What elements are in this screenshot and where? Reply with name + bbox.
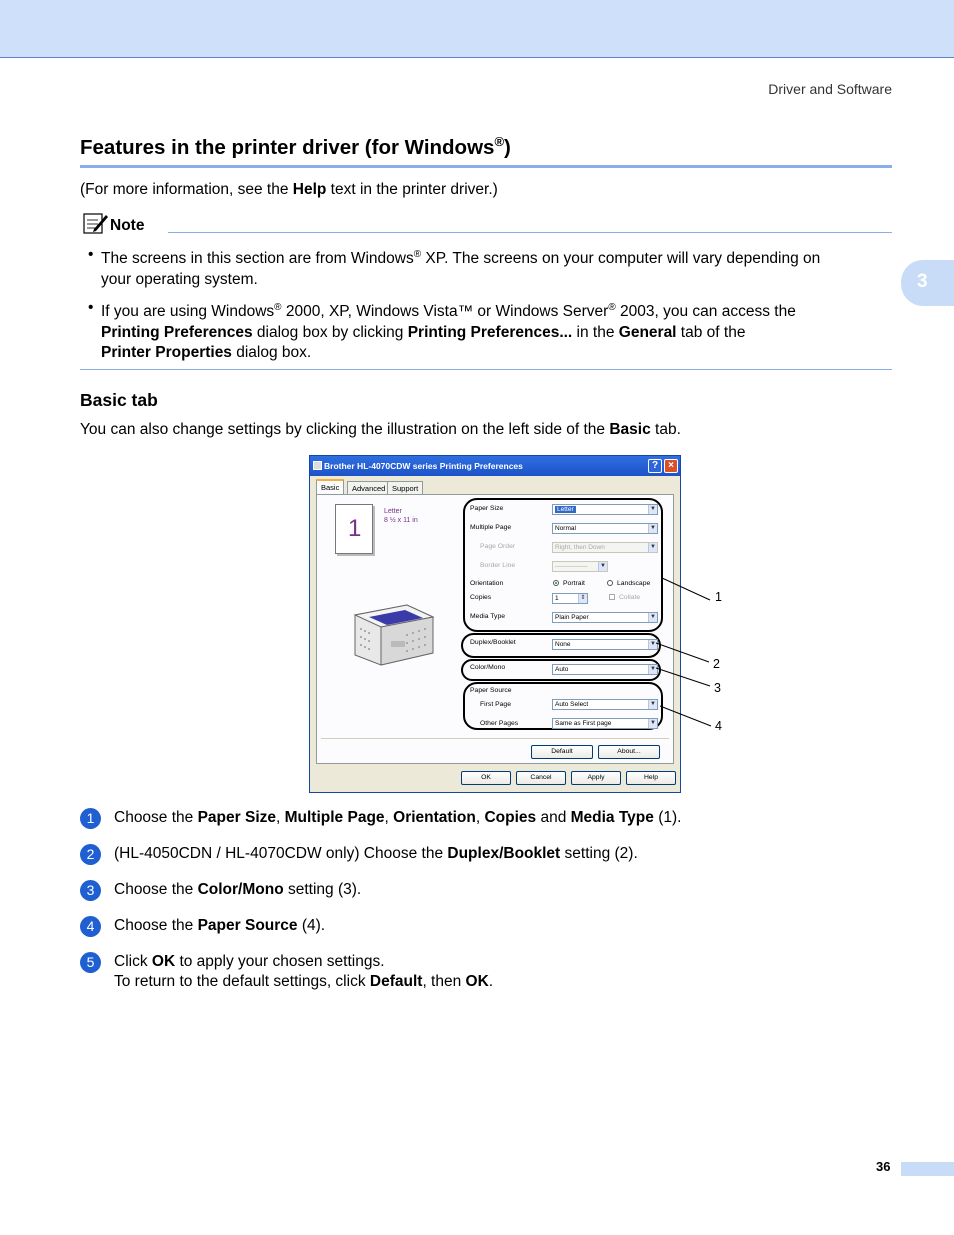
page-tab — [901, 1162, 954, 1176]
preview-paper-info: Letter 8 ½ x 11 in — [384, 508, 418, 524]
callout-4: 4 — [715, 719, 722, 733]
note-end-rule — [80, 369, 892, 370]
chevron-down-icon: ▼ — [648, 505, 657, 514]
chapter-tab — [901, 260, 954, 306]
border-line-select: ————— ▼ — [552, 561, 608, 572]
copies-label: Copies — [470, 594, 492, 601]
step-number: 3 — [80, 880, 101, 901]
dialog-titlebar — [310, 456, 680, 476]
chevron-down-icon: ▼ — [648, 524, 657, 533]
paper-size-select[interactable]: Letter ▼ — [552, 504, 658, 515]
media-type-select[interactable]: Plain Paper ▼ — [552, 612, 658, 623]
preview-digit: 1 — [348, 515, 362, 542]
title-reg: ® — [494, 134, 505, 149]
chevron-down-icon: ▼ — [648, 543, 657, 552]
duplex-label: Duplex/Booklet — [470, 639, 516, 646]
landscape-label: Landscape — [617, 580, 651, 587]
basic-panel — [316, 494, 674, 764]
collate-label: Collate — [619, 594, 641, 601]
title-text: Features in the printer driver (for Windows — [80, 135, 495, 159]
other-pages-label: Other Pages — [480, 720, 519, 727]
page-number: 36 — [876, 1159, 891, 1174]
dialog-title: Brother HL-4070CDW series Printing Preferences — [324, 461, 523, 471]
chapter-number: 3 — [917, 271, 928, 292]
spin-arrows-icon[interactable]: ⇕ — [578, 594, 587, 603]
media-type-label: Media Type — [470, 613, 506, 620]
step-number: 5 — [80, 952, 101, 973]
other-pages-select[interactable]: Same as First page ▼ — [552, 718, 658, 729]
cancel-button[interactable]: Cancel — [516, 771, 566, 785]
tab-support[interactable]: Support — [387, 481, 423, 495]
printer-app-icon — [313, 461, 322, 470]
orientation-label: Orientation — [470, 580, 504, 587]
page-preview[interactable] — [335, 504, 373, 554]
chevron-down-icon: ▼ — [648, 613, 657, 622]
apply-button[interactable]: Apply — [571, 771, 621, 785]
page-order-label: Page Order — [480, 543, 516, 550]
printing-preferences-dialog — [309, 455, 681, 793]
copies-stepper[interactable]: 1 ⇕ — [552, 593, 588, 604]
intro-paragraph: (For more information, see the Help text in the printer driver.) — [80, 181, 498, 198]
note-pencil-icon — [82, 211, 108, 235]
callout-2: 2 — [713, 657, 720, 671]
chevron-down-icon: ▼ — [598, 562, 607, 571]
note-label: Note — [110, 217, 145, 234]
color-mono-select[interactable]: Auto ▼ — [552, 664, 658, 675]
tab-basic[interactable]: Basic — [316, 479, 344, 495]
step-number: 1 — [80, 808, 101, 829]
panel-separator — [321, 738, 669, 739]
paper-size-label: Paper Size — [470, 505, 504, 512]
basic-tab-paragraph: You can also change settings by clicking the illustration on the left side of the Basic tab. — [80, 421, 681, 438]
duplex-select[interactable]: None ▼ — [552, 639, 658, 650]
portrait-label: Portrait — [563, 580, 585, 587]
help-button[interactable]: Help — [626, 771, 676, 785]
chevron-down-icon: ▼ — [648, 700, 657, 709]
page-title — [80, 134, 511, 160]
first-page-label: First Page — [480, 701, 511, 708]
section-heading: Basic tab — [80, 390, 158, 410]
paper-source-label: Paper Source — [470, 687, 512, 694]
landscape-radio[interactable] — [607, 580, 613, 586]
color-mono-label: Color/Mono — [470, 664, 506, 671]
chevron-down-icon: ▼ — [648, 665, 657, 674]
portrait-radio[interactable] — [553, 580, 559, 586]
default-button[interactable]: Default — [531, 745, 593, 759]
callout-1: 1 — [715, 590, 722, 604]
title-close: ) — [504, 135, 511, 159]
note-rule — [168, 232, 892, 233]
help-icon[interactable]: ? — [648, 459, 662, 473]
printer-illustration-icon[interactable] — [347, 595, 437, 669]
border-line-label: Border Line — [480, 562, 516, 569]
title-rule — [80, 165, 892, 168]
header-band — [0, 0, 954, 58]
section-title: Driver and Software — [768, 81, 892, 97]
step-number: 2 — [80, 844, 101, 865]
step-number: 4 — [80, 916, 101, 937]
note-header — [80, 211, 892, 237]
collate-checkbox[interactable] — [609, 594, 615, 600]
ok-button[interactable]: OK — [461, 771, 511, 785]
multiple-page-select[interactable]: Normal ▼ — [552, 523, 658, 534]
tab-advanced[interactable]: Advanced — [347, 481, 390, 495]
callout-3: 3 — [714, 681, 721, 695]
chevron-down-icon: ▼ — [648, 640, 657, 649]
page-order-select: Right, then Down ▼ — [552, 542, 658, 553]
close-icon[interactable]: × — [664, 459, 678, 473]
multiple-page-label: Multiple Page — [470, 524, 512, 531]
first-page-select[interactable]: Auto Select ▼ — [552, 699, 658, 710]
chevron-down-icon: ▼ — [648, 719, 657, 728]
about-button[interactable]: About... — [598, 745, 660, 759]
